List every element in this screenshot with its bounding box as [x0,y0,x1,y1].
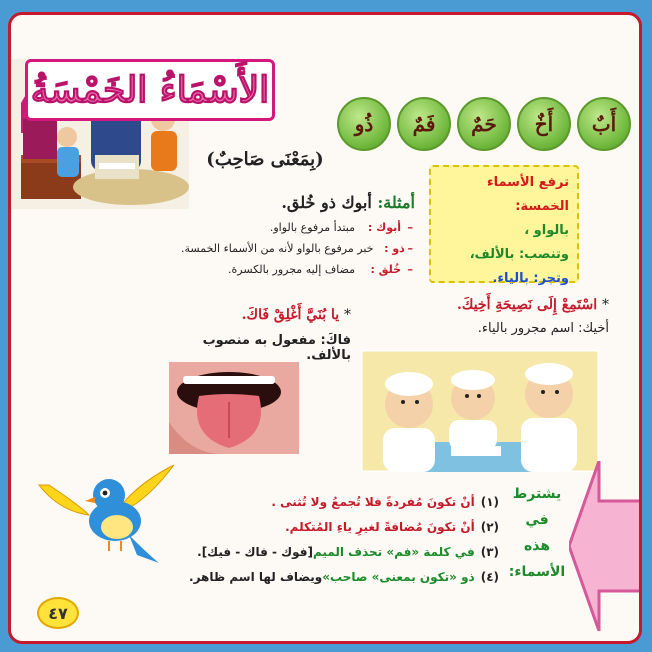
lesson-page [8,12,642,644]
name-circle-dhu: ذُو [337,97,391,151]
example-fak-sentence [161,307,351,323]
meaning-note: (بِمَعْنَى صَاحِبٌ) [206,149,324,170]
rule-line-2: بالواو ، [524,223,569,238]
name-circle-ab: أَبٌ [577,97,631,151]
condition-text: أنْ تكونَ مُضافةً لغيرِ ياءِ المُتكلم. [285,519,475,534]
example-description: مبتدأ مرفوع بالواو. [269,221,355,234]
condition-item [137,489,499,514]
examples-heading [195,193,415,212]
page-number-badge [37,597,79,629]
lesson-title: الأَسْمَاءُ الخَمْسَةُ [30,69,270,111]
pink-arrow-icon [569,461,642,631]
example-akhik-sentence [383,297,609,313]
condition-number: (٣) [480,544,499,559]
conditions-list [137,489,499,589]
five-names-circles [331,97,631,155]
name-circle-akh: أَخٌ [517,97,571,151]
example-description: خبر مرفوع بالواو لأنه من الأسماء الخمسة. [181,242,374,255]
open-mouth-tongue-photo [169,362,299,454]
condition-item [137,564,499,589]
example-word: أبوك : [367,221,401,234]
rule-line-1: ترفع الأسماء الخمسة: [486,175,569,214]
condition-number: (٤) [480,569,499,584]
example-fak-explanation: فاكَ: مفعول به منصوب بالألف. [202,333,351,363]
conditions-label-line: في [525,512,549,528]
example-dash: – [407,242,413,255]
example-description: مضاف إليه مجرور بالكسرة. [228,263,355,276]
name-circle-ham: حَمٌ [457,97,511,151]
example-akhik-text: اسْتَمِعْ إِلَى نَصِيحَةِ أَخِيكَ. [457,297,598,313]
conditions-side-label [499,481,575,585]
example-akhik-explanation: أخيك: اسم مجرور بالياء. [477,321,609,336]
name-circle-fam: فَمٌ [397,97,451,151]
examples-list [181,221,413,284]
example-word: ذو : [384,242,405,255]
example-word: خُلق : [370,263,401,276]
example-row [181,242,413,263]
condition-text: في كلمة «فم» تحذف الميم [313,544,475,559]
example-row [181,263,413,284]
condition-examples: [فوك - فاك - فيك]. [197,544,314,559]
star-marker: * [344,307,351,323]
conditions-label-line: هذه [523,538,551,554]
children-talking-illustration [361,350,599,472]
example-fak-text: يا بُنَيَّ أَغْلِقْ فَاكَ. [241,307,340,323]
conditions-label-line: يشترط [512,486,562,502]
condition-number: (١) [480,494,499,509]
condition-item [137,514,499,539]
rule-line-3: وتنصب: بالألف، [469,247,569,262]
condition-text: ذو «تكون بمعنى» صاحب» [322,569,475,584]
condition-text: أنْ تكونَ مُفردةً فلا تُجمعُ ولا تُثنى . [271,494,475,509]
rule-box [429,165,579,286]
rule-line-4: وتجر: بالياء. [492,271,569,286]
example-dash: – [407,221,413,234]
lesson-title-box [25,59,275,121]
examples-label: أمثلة: [377,193,415,212]
conditions-label-line: الأسماء: [508,564,566,580]
condition-tail: ويضاف لها اسم ظاهر. [189,569,323,584]
star-marker: * [602,297,609,313]
condition-number: (٢) [480,519,499,534]
condition-item [137,539,499,564]
example-dash: – [407,263,413,276]
page-number: ٤٧ [48,603,68,623]
examples-sentence: أبوك ذو خُلق. [281,193,372,212]
example-row [181,221,413,242]
